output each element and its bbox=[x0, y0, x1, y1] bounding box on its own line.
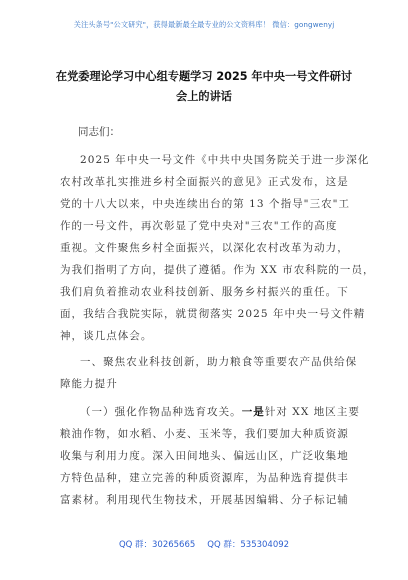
paragraph-line: 我们肩负着推动农业科技创新、服务乡村振兴的重任。下 bbox=[60, 286, 349, 298]
salutation: 同志们： bbox=[78, 126, 120, 138]
subsection-first-rest: 针对 XX 地区主要 bbox=[264, 406, 360, 418]
section-heading-line: 一、聚焦农业科技创新，助力粮食等重要农产品供给保 bbox=[80, 356, 358, 368]
document-title-line-2: 会上的讲话 bbox=[176, 90, 232, 103]
paragraph-line: 2025 年中央一号文件《中共中央国务院关于进一步深化 bbox=[80, 154, 370, 166]
paragraph-line: 粮油作物，如水稻、小麦、玉米等，我们要加大种质资源 bbox=[60, 428, 349, 440]
footer-qq-group-2: QQ 群：535304092 bbox=[207, 540, 290, 550]
footer-contact bbox=[0, 538, 408, 550]
subsection-label: （一）强化作物品种选育攻关。 bbox=[80, 406, 242, 418]
paragraph-line: 神，谈几点体会。 bbox=[60, 330, 153, 342]
subsection-first-line bbox=[80, 404, 360, 419]
paragraph-line: 党的十八大以来，中央连续出台的第 13 个指导"三农"工 bbox=[60, 198, 351, 210]
footer-qq-group-1: QQ 群：30265665 bbox=[118, 540, 196, 550]
paragraph-line: 收集与利用力度。深入田间地头、偏远山区，广泛收集地 bbox=[60, 450, 349, 462]
header-banner: 关注头条号"公文研究"，获得最新最全最专业的公文资料库！ 微信：gongwenyj bbox=[73, 20, 335, 29]
paragraph-line: 农村改革扎实推进乡村全面振兴的意见》正式发布，这是 bbox=[60, 176, 349, 188]
paragraph-line: 面，我结合我院实际，就贯彻落实 2025 年中央一号文件精 bbox=[60, 308, 366, 320]
section-heading-line: 障能力提升 bbox=[60, 378, 118, 390]
document-title-line-1: 在党委理论学习中心组专题学习 2025 年中央一号文件研讨 bbox=[55, 70, 353, 83]
paragraph-line: 作的一号文件，再次彰显了党中央对"三农"工作的高度 bbox=[60, 220, 338, 232]
paragraph-line: 富素材。利用现代生物技术，开展基因编辑、分子标记辅 bbox=[60, 494, 349, 506]
paragraph-line: 重视。文件聚焦乡村全面振兴，以深化农村改革为动力， bbox=[60, 242, 349, 254]
paragraph-line: 方特色品种，建立完善的种质资源库，为品种选育提供丰 bbox=[60, 472, 349, 484]
subsection-lead: 一是 bbox=[241, 406, 265, 418]
paragraph-line: 为我们指明了方向，提供了遵循。作为 XX 市农科院的一员， bbox=[60, 264, 375, 276]
